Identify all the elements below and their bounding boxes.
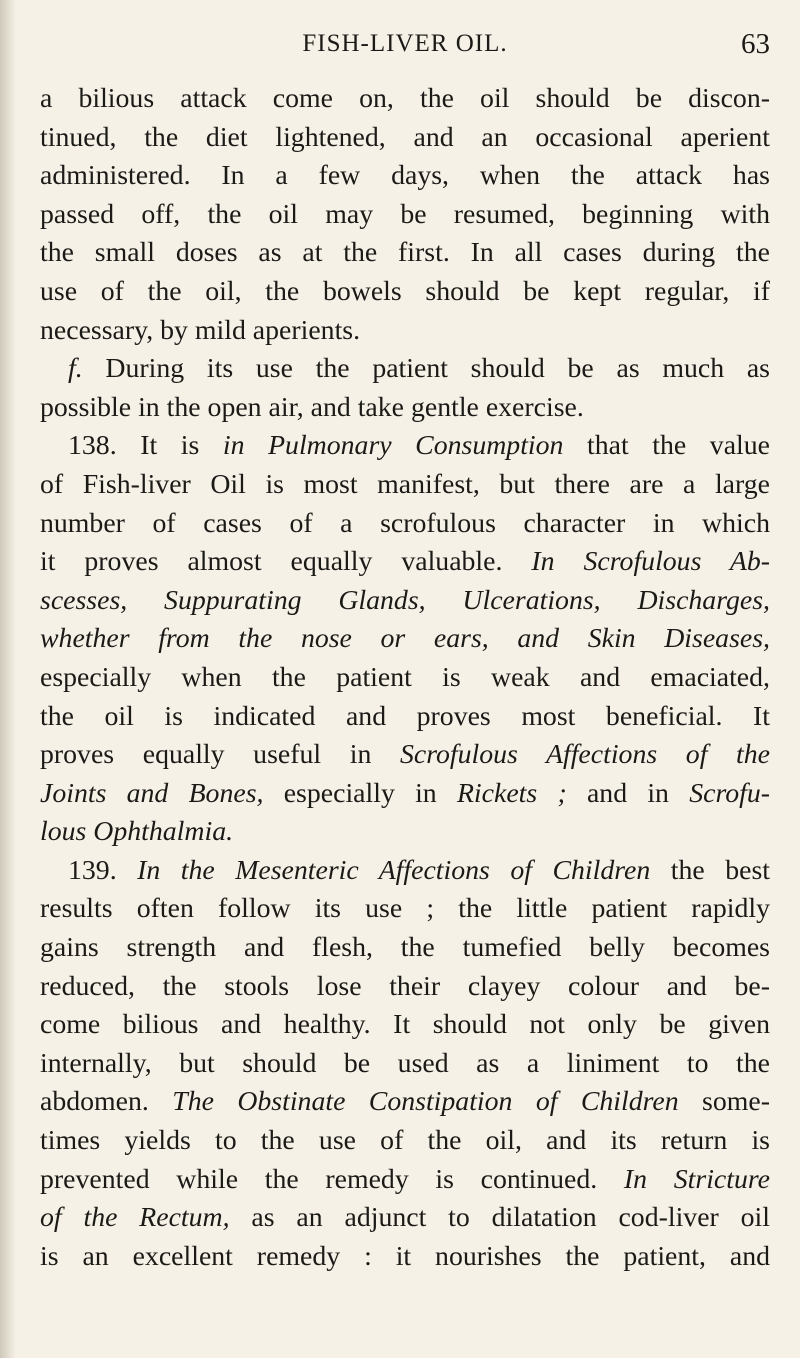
- text-line: number of cases of a scrofulous character in which: [40, 507, 770, 539]
- text-line: reduced, the stools lose their clayey colour and be-: [40, 970, 770, 1002]
- text-line: 139. In the Mesenteric Affections of Children the best: [68, 854, 770, 886]
- text-line: the small doses as at the first. In all cases during the: [40, 237, 770, 269]
- text-line: results often follow its use ; the little patient rapidly: [40, 893, 770, 925]
- running-head: FISH-LIVER OIL.: [302, 30, 508, 57]
- text-line: is an excellent remedy : it nourishes the patient, and: [40, 1240, 770, 1272]
- text-line: lous Ophthalmia.: [40, 816, 234, 848]
- text-line: internally, but should be used as a liniment to the: [40, 1047, 770, 1079]
- text-line: of the Rectum, as an adjunct to dilatation cod-liver oil: [40, 1202, 770, 1234]
- text-line: possible in the open air, and take gentle exercise.: [40, 391, 584, 423]
- text-line: scesses, Suppurating Glands, Ulcerations, Discharges,: [40, 584, 770, 616]
- text-line: come bilious and healthy. It should not only be given: [40, 1009, 770, 1041]
- text-line: passed off, the oil may be resumed, beginning with: [40, 198, 770, 230]
- page-number: 63: [741, 28, 770, 60]
- text-line: abdomen. The Obstinate Constipation of Children some-: [40, 1086, 770, 1118]
- text-line: use of the oil, the bowels should be kept regular, if: [40, 275, 770, 307]
- text-line: times yields to the use of the oil, and its return is: [40, 1125, 770, 1157]
- text-line: a bilious attack come on, the oil should be discon-: [40, 83, 770, 114]
- body-text: [40, 80, 770, 1276]
- text-line: f. During its use the patient should be as much as: [68, 353, 770, 385]
- text-line: gains strength and flesh, the tumefied belly becomes: [40, 932, 770, 964]
- text-line: necessary, by mild aperients.: [40, 314, 361, 346]
- text-line: proves equally useful in Scrofulous Affections of the: [40, 739, 770, 771]
- page-header: [40, 14, 770, 70]
- text-line: Joints and Bones, especially in Rickets ; and in Scrofu-: [40, 777, 770, 809]
- text-line: whether from the nose or ears, and Skin Diseases,: [40, 623, 770, 655]
- text-line: prevented while the remedy is continued. In Stricture: [40, 1163, 770, 1195]
- text-line: of Fish-liver Oil is most manifest, but there are a large: [40, 468, 770, 500]
- text-line: tinued, the diet lightened, and an occasional aperient: [40, 121, 770, 153]
- text-line: especially when the patient is weak and emaciated,: [40, 661, 770, 693]
- binding-shadow: [0, 0, 16, 1358]
- text-line: it proves almost equally valuable. In Scrofulous Ab-: [40, 546, 770, 578]
- text-line: the oil is indicated and proves most beneficial. It: [40, 700, 770, 732]
- text-line: 138. It is in Pulmonary Consumption that the value: [68, 430, 770, 462]
- text-line: administered. In a few days, when the attack has: [40, 160, 770, 192]
